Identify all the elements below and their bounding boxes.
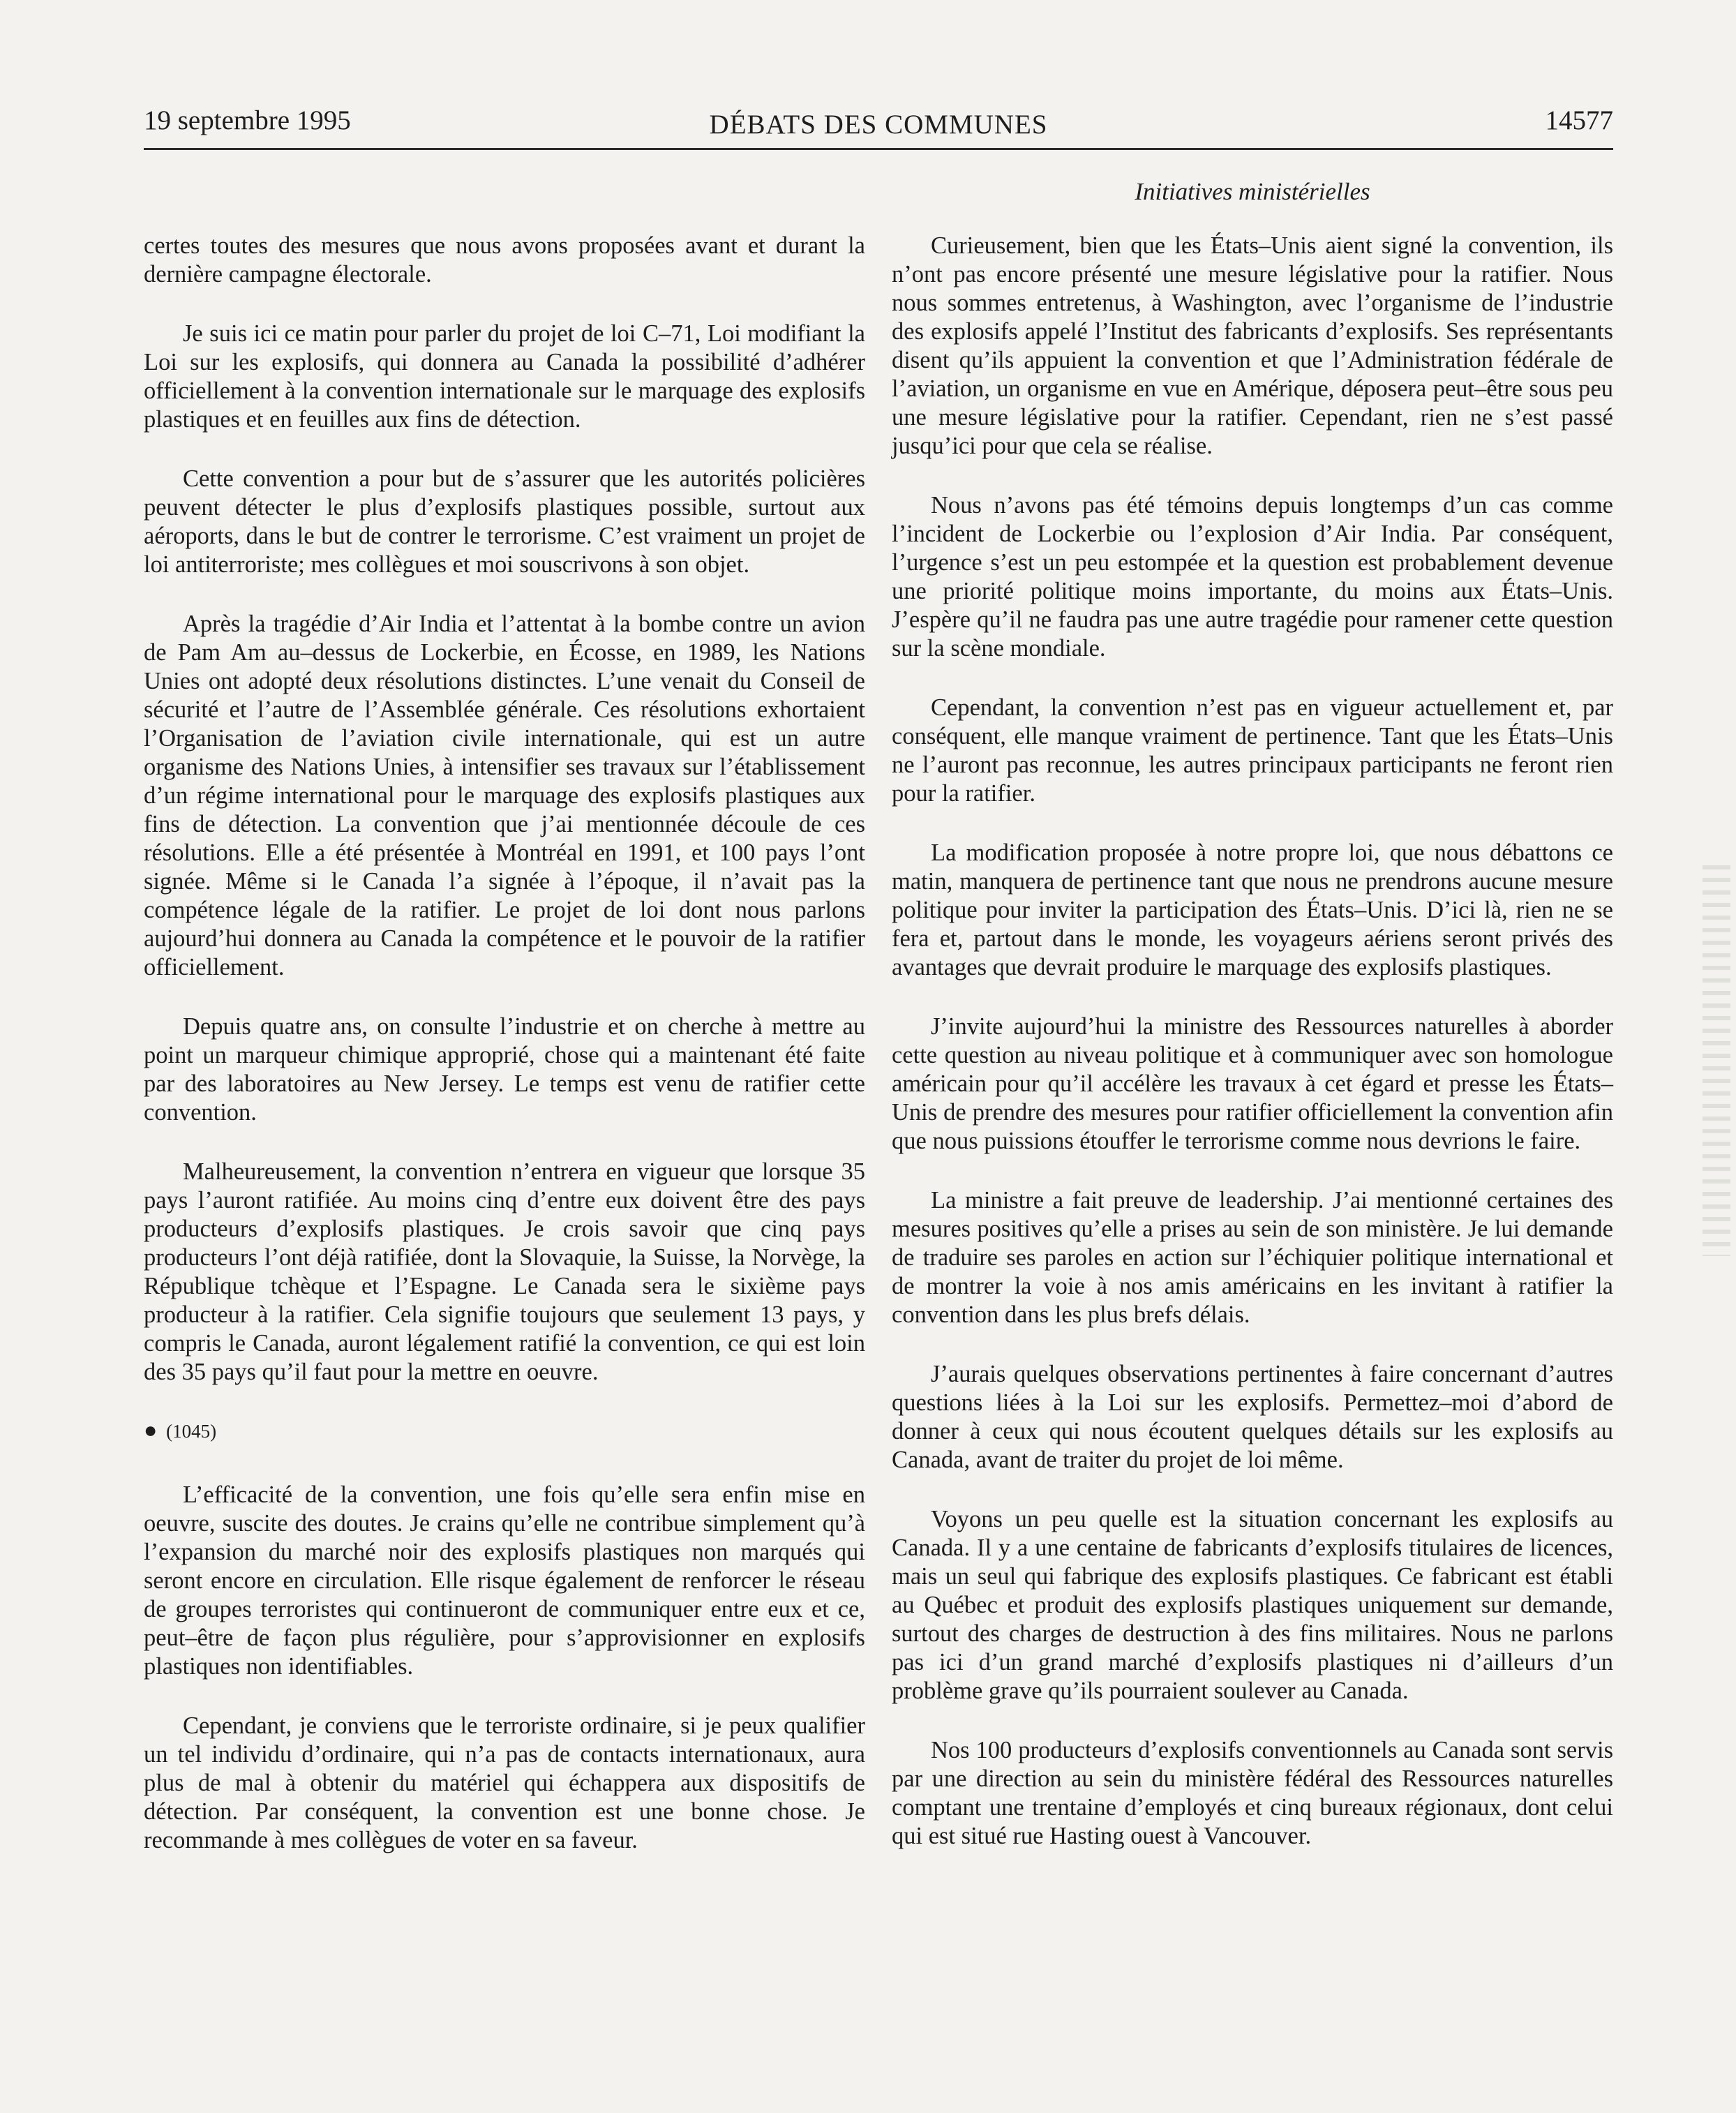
- header-title: DÉBATS DES COMMUNES: [709, 110, 1048, 140]
- paragraph: Nos 100 producteurs d’explosifs conventionnels au Canada sont servis par une direction au sein du ministère fédéral des Ressources naturelles comptant une trentaine d’employés et cinq bureaux régionaux, dont celui qui est situé rue Hasting ouest à Vancouver.: [892, 1737, 1613, 1849]
- paragraph: Après la tragédie d’Air India et l’attentat à la bombe contre un avion de Pam Am au–dessus de Lockerbie, en Écosse, en 1989, les Nations Unies ont adopté deux résolutions distinctes. L’une venait du Conseil de sécurité et l’autre de l’Assemblée générale. Ces résolutions exhortaient l’Organisation de l’aviation civile internationale, qui est un autre organisme des Nations Unies, à intensifier ses travaux sur l’établissement d’un régime international pour le marquage des explosifs plastiques aux fins de détection. La convention que j’ai mentionnée découle de ces résolutions. Elle a été présentée à Montréal en 1991, et 100 pays l’ont signée. Même si le Canada l’a signée à l’époque, il n’avait pas la compétence légale de la ratifier. Le projet de loi dont nous parlons aujourd’hui donnera au Canada la compétence et le pouvoir de la ratifier officiellement.: [144, 611, 865, 980]
- header-page-number: 14577: [1545, 105, 1613, 135]
- paragraph: J’aurais quelques observations pertinentes à faire concernant d’autres questions liées à la Loi sur les explosifs. Permettez–moi d’abord de donner à ceux qui nous écoutent quelques détails sur les explosifs au Canada, avant de traiter du projet de loi même.: [892, 1361, 1613, 1473]
- paragraph: L’efficacité de la convention, une fois qu’elle sera enfin mise en oeuvre, suscite des doutes. Je crains qu’elle ne contribue simplement qu’à l’expansion du marché noir des explosifs plastiques non marqués qui seront encore en circulation. Elle risque également de renforcer le réseau de groupes terroristes qui continueront de communiquer entre eux et ce, peut–être de façon plus régulière, pour s’approvisionner en explosifs plastiques non identifiables.: [144, 1481, 865, 1680]
- paragraph: certes toutes des mesures que nous avons proposées avant et durant la dernière campagne électorale.: [144, 232, 865, 288]
- paragraph: Curieusement, bien que les États–Unis aient signé la convention, ils n’ont pas encore présenté une mesure législative pour la ratifier. Nous nous sommes entretenus, à Washington, avec l’organisme de l’industrie des explosifs appelé l’Institut des fabricants d’explosifs. Ses représentants disent qu’ils appuient la convention et que l’Administration fédérale de l’aviation, un organisme en vue en Amérique, déposera peut–être sous peu une mesure législative pour la ratifier. Cependant, rien ne s’est passé jusqu’ici pour que cela se réalise.: [892, 232, 1613, 459]
- time-marker: [144, 1417, 865, 1443]
- paragraph: La ministre a fait preuve de leadership. J’ai mentionné certaines des mesures positives qu’elle a prises au sein de son ministère. Je lui demande de traduire ses paroles en action sur l’échiquier politique international et de montrer la voie à nos amis américains en les invitant à ratifier la convention dans les plus brefs délais.: [892, 1187, 1613, 1328]
- paragraph: J’invite aujourd’hui la ministre des Ressources naturelles à aborder cette question au niveau politique et à communiquer avec son homologue américain pour qu’il accélère les travaux à cet égard et presse les États–Unis de prendre des mesures pour ratifier officiellement la convention afin que nous puissions étouffer le terrorisme comme nous devrions le faire.: [892, 1013, 1613, 1154]
- paragraph: Cependant, la convention n’est pas en vigueur actuellement et, par conséquent, elle manque vraiment de pertinence. Tant que les États–Unis ne l’auront pas reconnue, les autres principaux participants ne feront rien pour la ratifier.: [892, 694, 1613, 807]
- paragraph: Cette convention a pour but de s’assurer que les autorités policières peuvent détecter le plus d’explosifs plastiques possible, surtout aux aéroports, dans le but de contrer le terrorisme. C’est vraiment un projet de loi antiterroriste; mes collègues et moi souscrivons à son objet.: [144, 465, 865, 578]
- section-label: Initiatives ministérielles: [1135, 178, 1370, 205]
- paragraph: Malheureusement, la convention n’entrera en vigueur que lorsque 35 pays l’auront ratifiée. Au moins cinq d’entre eux doivent être des pays producteurs d’explosifs plastiques. Je crois savoir que cinq pays producteurs l’ont déjà ratifiée, dont la Slovaquie, la Suisse, la Norvège, la République tchèque et l’Espagne. Le Canada sera le sixième pays producteur à la ratifier. Cela signifie toujours que seulement 13 pays, y compris le Canada, auront légalement ratifié la convention, ce qui est loin des 35 pays qu’il faut pour la mettre en oeuvre.: [144, 1158, 865, 1385]
- right-column: [892, 232, 1613, 1881]
- page-header: [144, 105, 1613, 144]
- paragraph: Nous n’avons pas été témoins depuis longtemps d’un cas comme l’incident de Lockerbie ou l’explosion d’Air India. Par conséquent, l’urgence s’est un peu estompée et la question est probablement devenue une priorité politique moins importante, du moins aux États–Unis. J’espère qu’il ne faudra pas une autre tragédie pour ramener cette question sur la scène mondiale.: [892, 492, 1613, 662]
- header-rule: [144, 148, 1613, 150]
- paragraph: La modification proposée à notre propre loi, que nous débattons ce matin, manquera de pertinence tant que nous ne prendrons aucune mesure politique pour inviter la participation des États–Unis. D’ici là, rien ne se fera et, partout dans le monde, les voyageurs aériens seront privés des avantages que devrait produire le marquage des explosifs plastiques.: [892, 839, 1613, 980]
- bullet-icon: ●: [144, 1417, 158, 1442]
- paragraph: Depuis quatre ans, on consulte l’industrie et on cherche à mettre au point un marqueur chimique approprié, chose qui a maintenant été faite par des laboratoires au New Jersey. Le temps est venu de ratifier cette convention.: [144, 1013, 865, 1126]
- paragraph: Voyons un peu quelle est la situation concernant les explosifs au Canada. Il y a une centaine de fabricants d’explosifs titulaires de licences, mais un seul qui fabrique des explosifs plastiques. Ce fabricant est établi au Québec et produit des explosifs plastiques uniquement sur demande, surtout des charges de destruction à des fins militaires. Nous ne parlons pas ici d’un grand marché d’explosifs plastiques ni d’ailleurs d’un problème grave qu’ils pourraient soulever au Canada.: [892, 1506, 1613, 1704]
- paragraph: Cependant, je conviens que le terroriste ordinaire, si je peux qualifier un tel individu d’ordinaire, qui n’a pas de contacts internationaux, aura plus de mal à obtenir du matériel qui échappera aux dispositifs de détection. Par conséquent, la convention est une bonne chose. Je recommande à mes collègues de voter en sa faveur.: [144, 1712, 865, 1853]
- header-date: 19 septembre 1995: [144, 105, 351, 135]
- left-column: [144, 232, 865, 1886]
- scan-margin-artifact: [1703, 865, 1730, 1256]
- paragraph: Je suis ici ce matin pour parler du projet de loi C–71, Loi modifiant la Loi sur les explosifs, qui donnera au Canada la possibilité d’adhérer officiellement à la convention internationale sur le marquage des explosifs plastiques et en feuilles aux fins de détection.: [144, 320, 865, 433]
- time-marker-text: (1045): [166, 1421, 217, 1442]
